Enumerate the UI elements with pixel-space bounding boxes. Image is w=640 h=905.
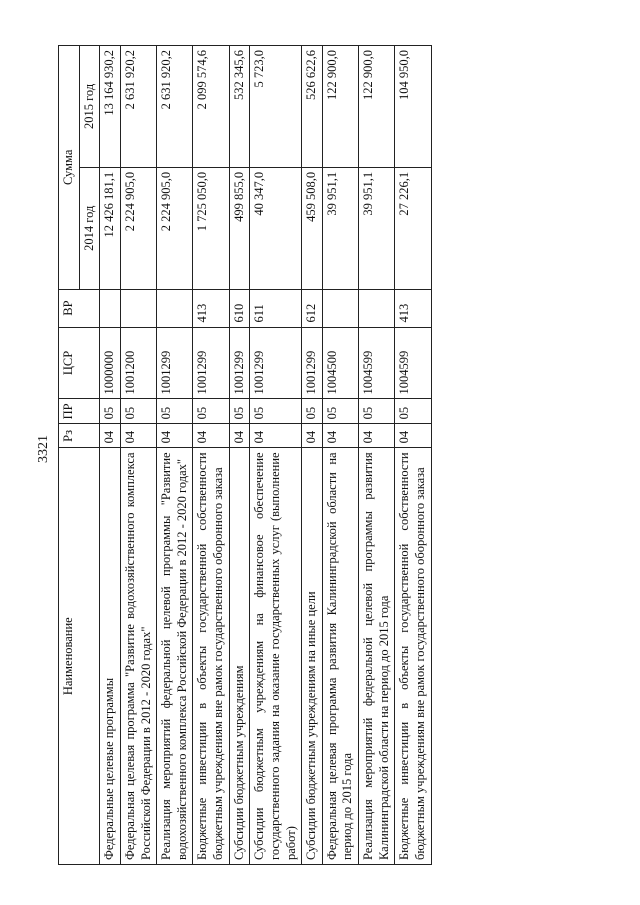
row-sum-2015: 5 723,0 <box>250 46 302 168</box>
row-csr: 1001299 <box>250 327 302 399</box>
row-sum-2015: 2 099 574,6 <box>193 46 229 168</box>
row-sum-2015: 526 622,6 <box>302 46 323 168</box>
header-csr: ЦСР <box>59 327 100 399</box>
row-csr: 1001299 <box>229 327 250 399</box>
row-sum-2014: 2 224 905,0 <box>157 167 193 289</box>
table-body <box>100 46 431 865</box>
row-pr: 05 <box>157 399 193 424</box>
row-csr: 1004500 <box>322 327 358 399</box>
row-sum-2015: 13 164 930,2 <box>100 46 121 168</box>
row-pr: 05 <box>120 399 156 424</box>
row-name: Субсидии бюджетным учреждениям на иные цели <box>302 448 323 865</box>
row-name: Бюджетные инвестиции в объекты государственной собственности бюджетным учреждениям вне рамок государственного оборонного заказа <box>193 448 229 865</box>
header-sum: Сумма <box>59 46 80 290</box>
row-rz: 04 <box>395 424 431 448</box>
row-pr: 05 <box>193 399 229 424</box>
row-rz: 04 <box>359 424 395 448</box>
row-vr <box>120 289 156 327</box>
row-rz: 04 <box>157 424 193 448</box>
row-vr: 611 <box>250 289 302 327</box>
row-sum-2014: 40 347,0 <box>250 167 302 289</box>
budget-table <box>58 45 432 865</box>
row-sum-2014: 39 951,1 <box>322 167 358 289</box>
row-name: Субсидии бюджетным учреждениям на финансовое обеспечение государственного задания на оказание государственных услуг (выполнение работ) <box>250 448 302 865</box>
row-sum-2015: 2 631 920,2 <box>157 46 193 168</box>
row-csr: 1001200 <box>120 327 156 399</box>
row-pr: 05 <box>100 399 121 424</box>
row-sum-2015: 2 631 920,2 <box>120 46 156 168</box>
row-name: Федеральные целевые программы <box>100 448 121 865</box>
row-vr <box>157 289 193 327</box>
table-header <box>59 46 100 865</box>
row-name: Федеральная целевая программа развития Калининградской области на период до 2015 года <box>322 448 358 865</box>
row-rz: 04 <box>120 424 156 448</box>
row-sum-2014: 499 855,0 <box>229 167 250 289</box>
row-rz: 04 <box>250 424 302 448</box>
row-csr: 1004599 <box>359 327 395 399</box>
table-row <box>395 46 431 865</box>
row-vr: 413 <box>193 289 229 327</box>
row-csr: 1001299 <box>157 327 193 399</box>
row-sum-2015: 532 345,6 <box>229 46 250 168</box>
row-pr: 05 <box>250 399 302 424</box>
row-pr: 05 <box>302 399 323 424</box>
row-sum-2015: 122 900,0 <box>359 46 395 168</box>
row-sum-2015: 104 950,0 <box>395 46 431 168</box>
table-row <box>100 46 121 865</box>
table-row <box>120 46 156 865</box>
row-rz: 04 <box>100 424 121 448</box>
row-pr: 05 <box>359 399 395 424</box>
table-row <box>322 46 358 865</box>
row-csr: 1001299 <box>193 327 229 399</box>
row-name: Реализация мероприятий федеральной целевой программы развития Калининградской области на период до 2015 года <box>359 448 395 865</box>
row-pr: 05 <box>395 399 431 424</box>
header-rz: Рз <box>59 424 100 448</box>
header-pr: ПР <box>59 399 100 424</box>
table-row <box>193 46 229 865</box>
row-sum-2015: 122 900,0 <box>322 46 358 168</box>
header-year-2015: 2015 год <box>79 46 100 168</box>
row-pr: 05 <box>229 399 250 424</box>
row-sum-2014: 1 725 050,0 <box>193 167 229 289</box>
row-sum-2014: 27 226,1 <box>395 167 431 289</box>
row-csr: 1001299 <box>302 327 323 399</box>
row-csr: 1000000 <box>100 327 121 399</box>
row-sum-2014: 459 508,0 <box>302 167 323 289</box>
row-vr <box>322 289 358 327</box>
page-number: 3321 <box>36 435 51 463</box>
row-vr <box>359 289 395 327</box>
row-rz: 04 <box>229 424 250 448</box>
row-csr: 1004599 <box>395 327 431 399</box>
row-sum-2014: 39 951,1 <box>359 167 395 289</box>
row-rz: 04 <box>193 424 229 448</box>
row-vr: 413 <box>395 289 431 327</box>
row-vr <box>100 289 121 327</box>
header-name: Наименование <box>59 448 100 865</box>
row-rz: 04 <box>302 424 323 448</box>
row-name: Субсидии бюджетным учреждениям <box>229 448 250 865</box>
row-vr: 612 <box>302 289 323 327</box>
row-pr: 05 <box>322 399 358 424</box>
row-name: Бюджетные инвестиции в объекты государственной собственности бюджетным учреждениям вне рамок государственного оборонного заказа <box>395 448 431 865</box>
row-sum-2014: 12 426 181,1 <box>100 167 121 289</box>
table-row <box>250 46 302 865</box>
row-sum-2014: 2 224 905,0 <box>120 167 156 289</box>
header-vr: ВР <box>59 289 100 327</box>
row-name: Реализация мероприятий федеральной целевой программы "Развитие водохозяйственного комплекса Российской Федерации в 2012 - 2020 годах" <box>157 448 193 865</box>
table-row <box>359 46 395 865</box>
table-row <box>302 46 323 865</box>
row-vr: 610 <box>229 289 250 327</box>
header-year-2014: 2014 год <box>79 167 100 289</box>
row-rz: 04 <box>322 424 358 448</box>
row-name: Федеральная целевая программа "Развитие водохозяйственного комплекса Российской Федерации в 2012 - 2020 годах" <box>120 448 156 865</box>
table-row <box>157 46 193 865</box>
table-row <box>229 46 250 865</box>
